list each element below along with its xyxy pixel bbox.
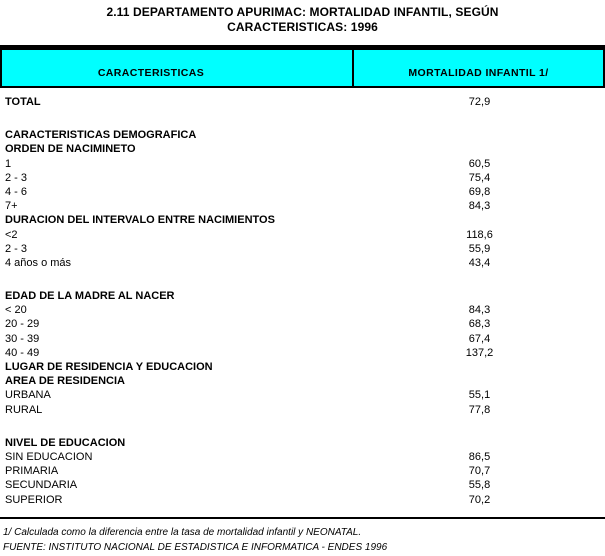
page-title bbox=[0, 5, 605, 34]
row-value: 43,4 bbox=[468, 256, 491, 269]
section-heading-label: ORDEN DE NACIMINETO bbox=[5, 143, 136, 156]
footnote-definition: 1/ Calculada como la diferencia entre la tasa de mortalidad infantil y NEONATAL. bbox=[3, 527, 362, 538]
table-row bbox=[0, 199, 605, 213]
table-row bbox=[0, 403, 605, 417]
row-value: 75,4 bbox=[468, 171, 491, 184]
table-row bbox=[0, 346, 605, 360]
row-value: 84,3 bbox=[468, 304, 491, 317]
table-row bbox=[0, 450, 605, 464]
row-value: 68,3 bbox=[468, 318, 491, 331]
row-label: URBANA bbox=[5, 389, 51, 402]
footnotes bbox=[3, 524, 603, 554]
table-row bbox=[0, 171, 605, 185]
row-label: 7+ bbox=[5, 200, 18, 213]
footnote-source: FUENTE: INSTITUTO NACIONAL DE ESTADISTICA E INFORMATICA - ENDES 1996 bbox=[3, 542, 388, 553]
row-label: 4 años o más bbox=[5, 256, 72, 269]
table-row bbox=[0, 242, 605, 256]
column-header-mortalidad-infantil bbox=[354, 50, 603, 86]
table-row bbox=[0, 303, 605, 317]
table-row bbox=[0, 388, 605, 402]
column-header-caracteristicas-label: CARACTERISTICAS bbox=[97, 66, 205, 79]
row-label: PRIMARIA bbox=[5, 465, 59, 478]
row-value: 70,7 bbox=[468, 465, 491, 478]
row-value: 67,4 bbox=[468, 332, 491, 345]
table-row bbox=[0, 185, 605, 199]
row-value: 55,1 bbox=[468, 389, 491, 402]
row-value: 137,2 bbox=[465, 346, 494, 359]
section-heading-row bbox=[0, 213, 605, 227]
row-label: 1 bbox=[5, 157, 12, 170]
row-label: 40 - 49 bbox=[5, 346, 40, 359]
table-row bbox=[0, 256, 605, 270]
row-label: SIN EDUCACION bbox=[5, 450, 93, 463]
row-value bbox=[354, 374, 605, 388]
section-heading-label: AREA DE RESIDENCIA bbox=[5, 375, 125, 388]
section-heading-row bbox=[0, 128, 605, 142]
row-value: 86,5 bbox=[468, 450, 491, 463]
title-line-2: CARACTERISTICAS: 1996 bbox=[227, 19, 378, 34]
table-row bbox=[0, 317, 605, 331]
table-row-spacer bbox=[0, 270, 605, 289]
table-body bbox=[0, 95, 605, 507]
footnote-separator-line bbox=[0, 517, 605, 519]
section-heading-label: NIVEL DE EDUCACION bbox=[5, 436, 126, 449]
row-value: 55,8 bbox=[468, 479, 491, 492]
section-heading-label: LUGAR DE RESIDENCIA Y EDUCACION bbox=[5, 361, 213, 373]
table-row-spacer bbox=[0, 417, 605, 436]
row-label: RURAL bbox=[5, 403, 43, 416]
row-value: 72,9 bbox=[468, 96, 491, 108]
table-row bbox=[0, 464, 605, 478]
section-heading-label: EDAD DE LA MADRE AL NACER bbox=[5, 290, 175, 303]
table-row bbox=[0, 95, 605, 109]
table-row bbox=[0, 478, 605, 492]
section-heading-label: CARACTERISTICAS DEMOGRAFICA bbox=[5, 129, 197, 142]
row-value: 118,6 bbox=[466, 228, 493, 241]
row-label: 30 - 39 bbox=[5, 332, 40, 345]
row-label: < 20 bbox=[5, 304, 27, 317]
row-value: 60,5 bbox=[468, 157, 491, 170]
row-label: TOTAL bbox=[5, 96, 41, 108]
section-heading-row bbox=[0, 142, 605, 156]
table-row bbox=[0, 228, 605, 242]
table-row-spacer bbox=[0, 109, 605, 128]
table-row bbox=[0, 493, 605, 507]
row-value bbox=[354, 142, 605, 156]
row-value: 69,8 bbox=[468, 185, 491, 198]
row-value: 70,2 bbox=[468, 493, 491, 506]
column-header-mortalidad-infantil-label: MORTALIDAD INFANTIL 1/ bbox=[408, 66, 549, 79]
row-label: 2 - 3 bbox=[5, 171, 28, 184]
section-heading-row bbox=[0, 374, 605, 388]
row-value: 84,3 bbox=[468, 200, 491, 213]
row-label: SECUNDARIA bbox=[5, 479, 78, 492]
row-value bbox=[354, 128, 605, 142]
section-heading-row bbox=[0, 289, 605, 303]
table-row bbox=[0, 332, 605, 346]
table-row bbox=[0, 157, 605, 171]
row-value bbox=[354, 213, 605, 227]
row-label: 20 - 29 bbox=[5, 318, 40, 331]
section-heading-label: DURACION DEL INTERVALO ENTRE NACIMIENTOS bbox=[5, 214, 275, 227]
row-value bbox=[354, 436, 605, 450]
row-label: 2 - 3 bbox=[5, 242, 28, 255]
title-line-1: 2.11 DEPARTAMENTO APURIMAC: MORTALIDAD INFANTIL, SEGÚN bbox=[106, 5, 499, 19]
row-label: 4 - 6 bbox=[5, 185, 28, 198]
row-value: 55,9 bbox=[468, 242, 491, 255]
column-header-caracteristicas bbox=[2, 50, 354, 86]
row-value bbox=[354, 289, 605, 303]
row-label: SUPERIOR bbox=[5, 493, 63, 506]
section-heading-row bbox=[0, 436, 605, 450]
row-value: 77,8 bbox=[468, 403, 491, 416]
section-heading-row bbox=[0, 360, 605, 374]
row-label: <2 bbox=[5, 228, 18, 241]
table-header bbox=[0, 45, 605, 88]
row-value bbox=[354, 360, 605, 374]
